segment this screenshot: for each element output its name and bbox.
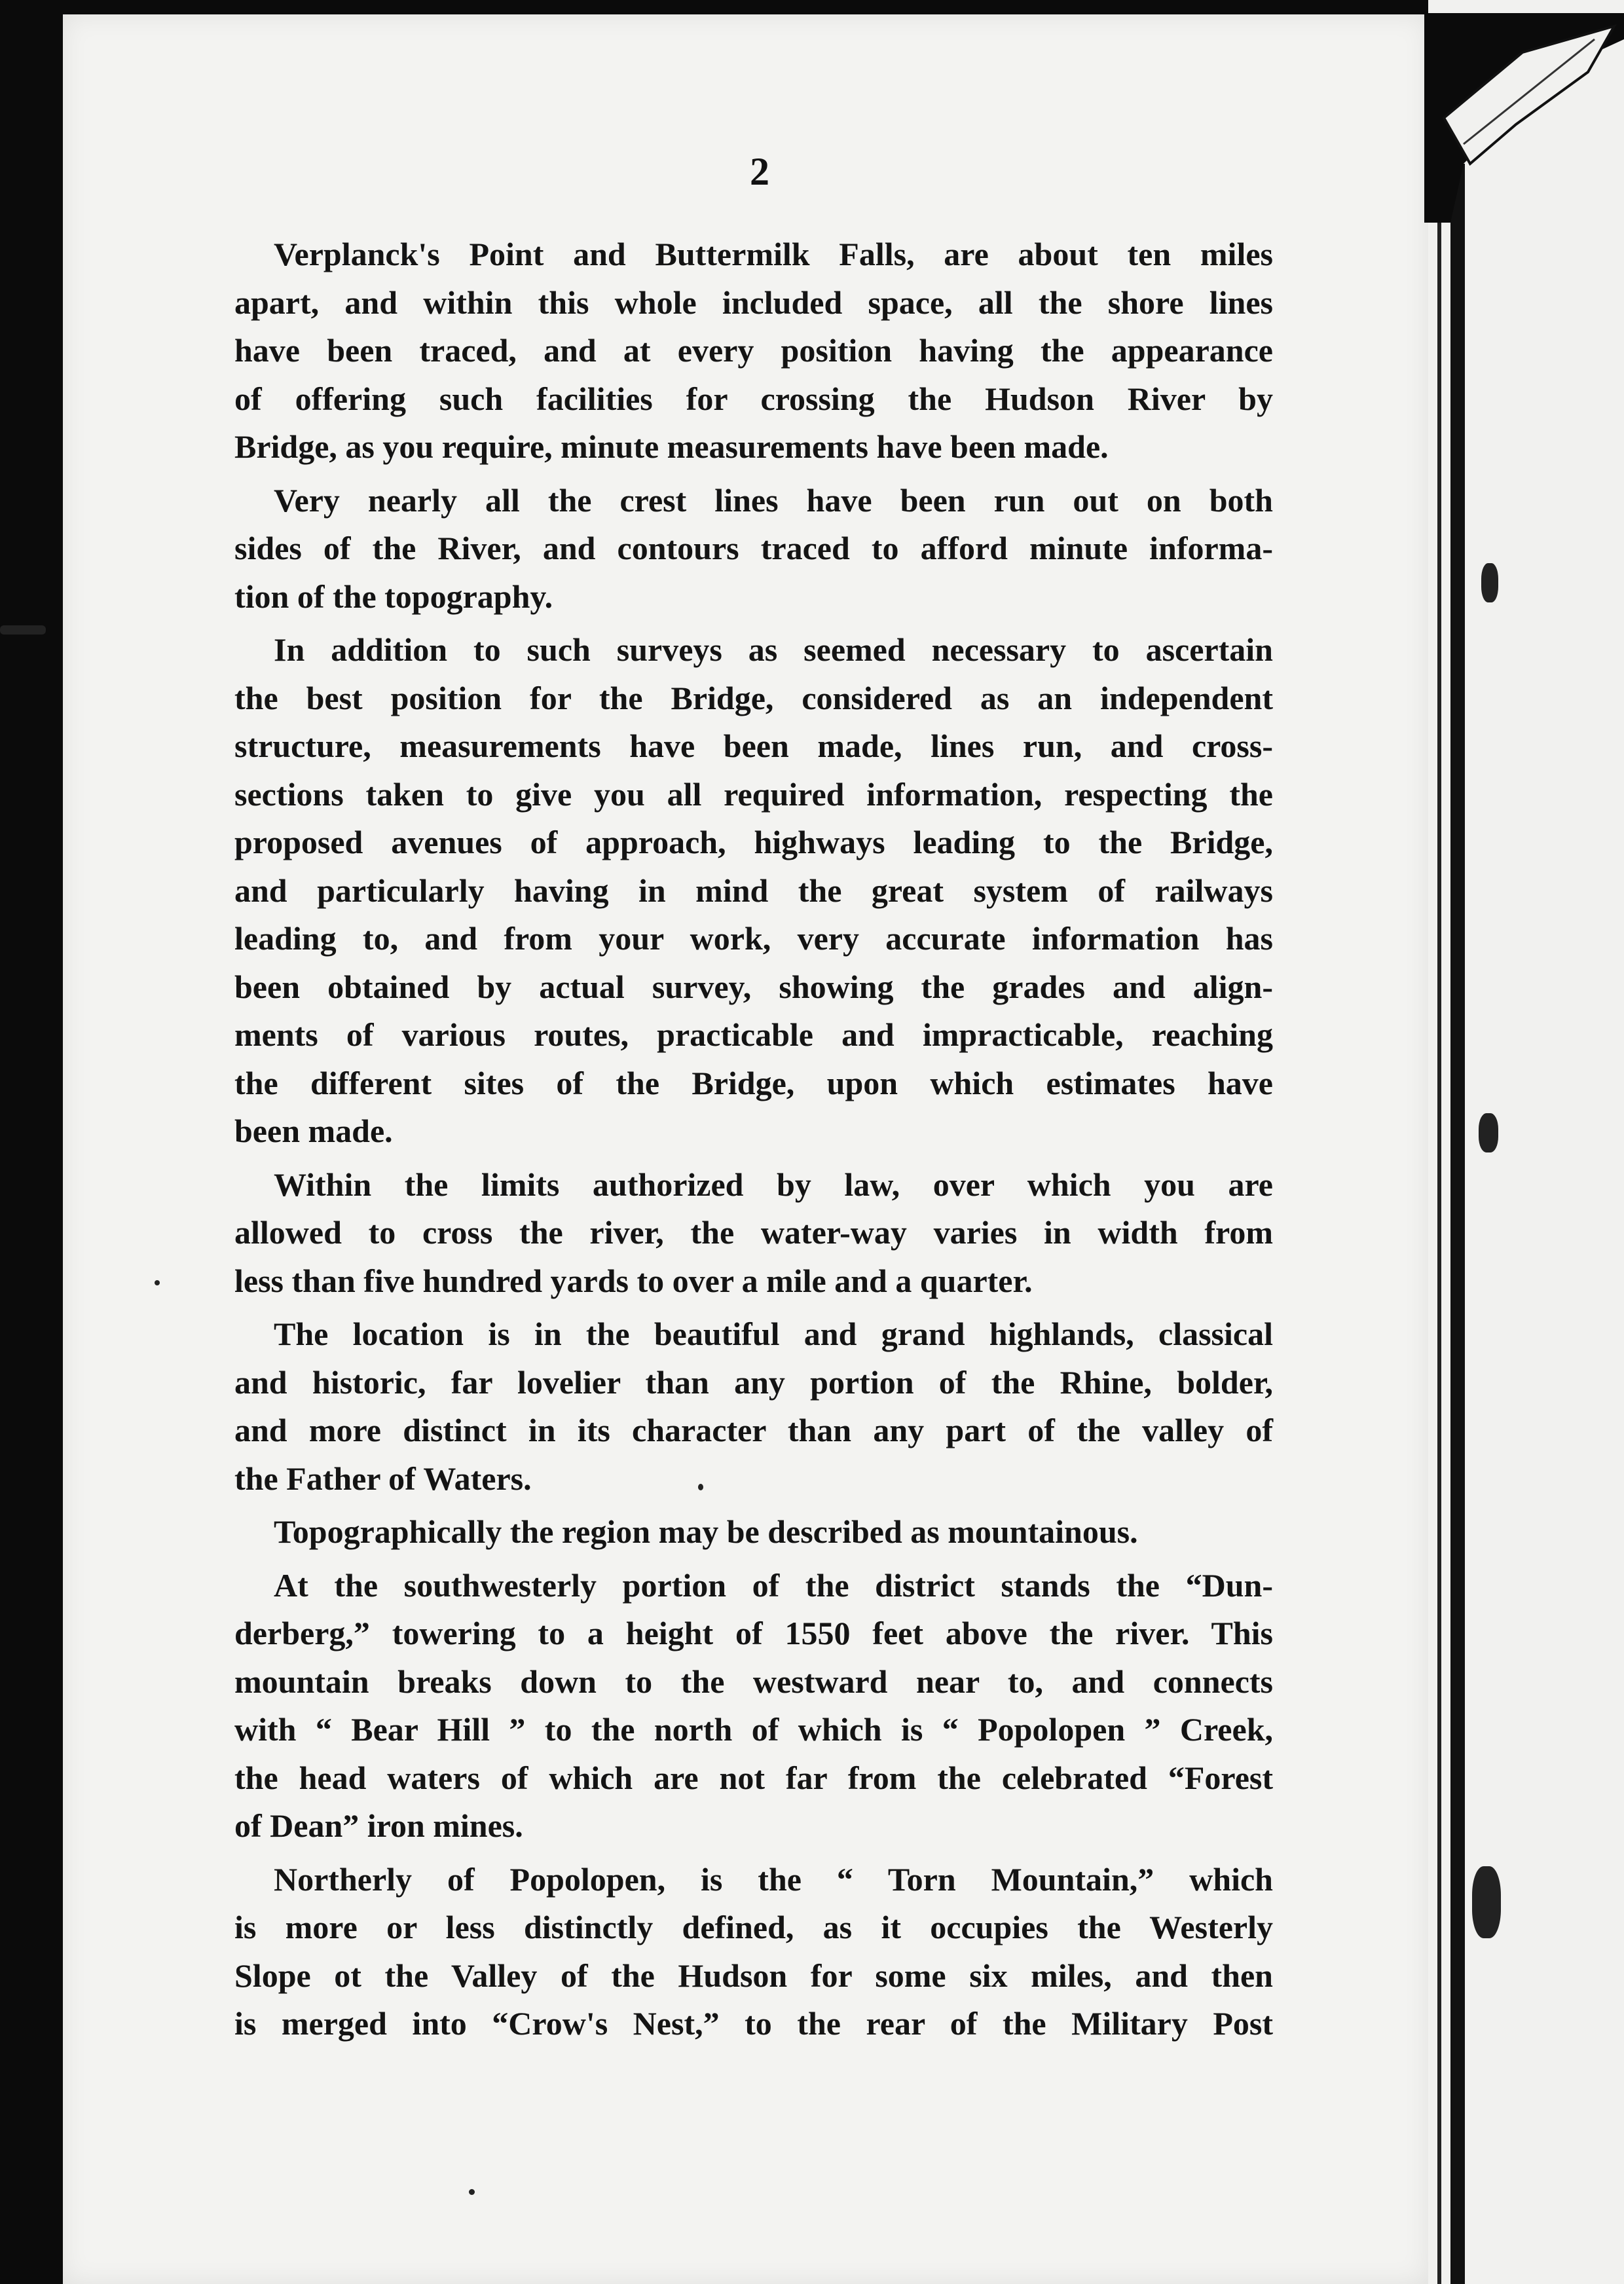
text-line: mountain breaks down to the westward near to, and connects <box>234 1663 1273 1700</box>
paragraph <box>234 1310 1273 1503</box>
text-line: ments of various routes, practicable and impracticable, reaching <box>234 1016 1273 1053</box>
text-line: sides of the River, and contours traced to afford minute informa- <box>234 530 1273 566</box>
text-line: the Father of Waters. <box>234 1460 532 1497</box>
text-line: is more or less distinctly defined, as it occupies the Westerly <box>234 1909 1273 1945</box>
text-line: the head waters of which are not far from the celebrated “Forest <box>234 1759 1273 1796</box>
speck-mark <box>155 1280 160 1285</box>
paragraph <box>234 1161 1273 1306</box>
text-line: and more distinct in its character than any part of the valley of <box>234 1412 1273 1448</box>
torn-corner-graphic <box>1424 13 1624 223</box>
text-line: of Dean” iron mines. <box>234 1807 523 1844</box>
text-line: the different sites of the Bridge, upon which estimates have <box>234 1064 1273 1101</box>
text-line: is merged into “Crow's Nest,” to the rear of the Military Post <box>234 2005 1273 2042</box>
text-line: structure, measurements have been made, lines run, and cross- <box>234 728 1273 764</box>
text-line: The location is in the beautiful and grand highlands, classical <box>274 1316 1273 1352</box>
text-line: been made. <box>234 1113 393 1149</box>
text-line: allowed to cross the river, the water-way varies in width from <box>234 1214 1273 1251</box>
speck-mark <box>1472 1866 1501 1938</box>
text-line: Topographically the region may be described as mountainous. <box>274 1513 1138 1550</box>
paragraph <box>234 230 1273 471</box>
paragraph <box>234 1508 1273 1556</box>
text-line: Verplanck's Point and Buttermilk Falls, are about ten miles <box>274 236 1273 272</box>
text-line: sections taken to give you all required information, respecting the <box>234 775 1273 813</box>
text-line: and particularly having in mind the great system of railways <box>234 872 1273 909</box>
text-line: Northerly of Popolopen, is the “ Torn Mountain,” which <box>274 1860 1273 1898</box>
text-line: derberg,” towering to a height of 1550 feet above the river. This <box>234 1615 1273 1651</box>
paragraph <box>234 477 1273 621</box>
text-line: Bridge, as you require, minute measurements have been made. <box>234 428 1109 465</box>
speck-mark <box>1479 1113 1498 1152</box>
text-line: In addition to such surveys as seemed necessary to ascertain <box>274 631 1273 668</box>
text-line: the best position for the Bridge, considered as an independent <box>234 679 1273 716</box>
text-line: apart, and within this whole included space, all the shore lines <box>234 284 1273 321</box>
speck-mark <box>469 2189 475 2195</box>
text-line: and historic, far lovelier than any portion of the Rhine, bolder, <box>234 1363 1273 1401</box>
text-line: At the southwesterly portion of the district stands the “Dun- <box>274 1566 1273 1604</box>
binding-edge-thin <box>1437 59 1441 2284</box>
binding-edge-line <box>1450 164 1465 2284</box>
text-line: proposed avenues of approach, highways leading to the Bridge, <box>234 824 1273 860</box>
speck-mark <box>0 625 46 635</box>
text-line: with “ Bear Hill ” to the north of which is “ Popolopen ” Creek, <box>234 1711 1273 1748</box>
text-line: of offering such facilities for crossing the Hudson River by <box>234 380 1273 417</box>
text-line: leading to, and from your work, very accurate information has <box>234 920 1273 957</box>
text-line: tion of the topography. <box>234 578 553 615</box>
text-line: Slope ot the Valley of the Hudson for some six miles, and then <box>234 1957 1273 1994</box>
paragraph <box>234 626 1273 1156</box>
page-number: 2 <box>750 150 769 193</box>
text-line: Very nearly all the crest lines have been run out on both <box>274 481 1273 519</box>
text-line: been obtained by actual survey, showing the grades and align- <box>234 968 1273 1005</box>
paragraph <box>234 1562 1273 1851</box>
paragraph <box>234 1856 1273 2048</box>
text-line: less than five hundred yards to over a mile and a quarter. <box>234 1262 1033 1299</box>
text-line: Within the limits authorized by law, over which you are <box>274 1166 1273 1203</box>
speck-mark <box>1481 563 1498 602</box>
body-text <box>234 230 1273 2054</box>
text-line: have been traced, and at every position having the appearance <box>234 332 1273 369</box>
